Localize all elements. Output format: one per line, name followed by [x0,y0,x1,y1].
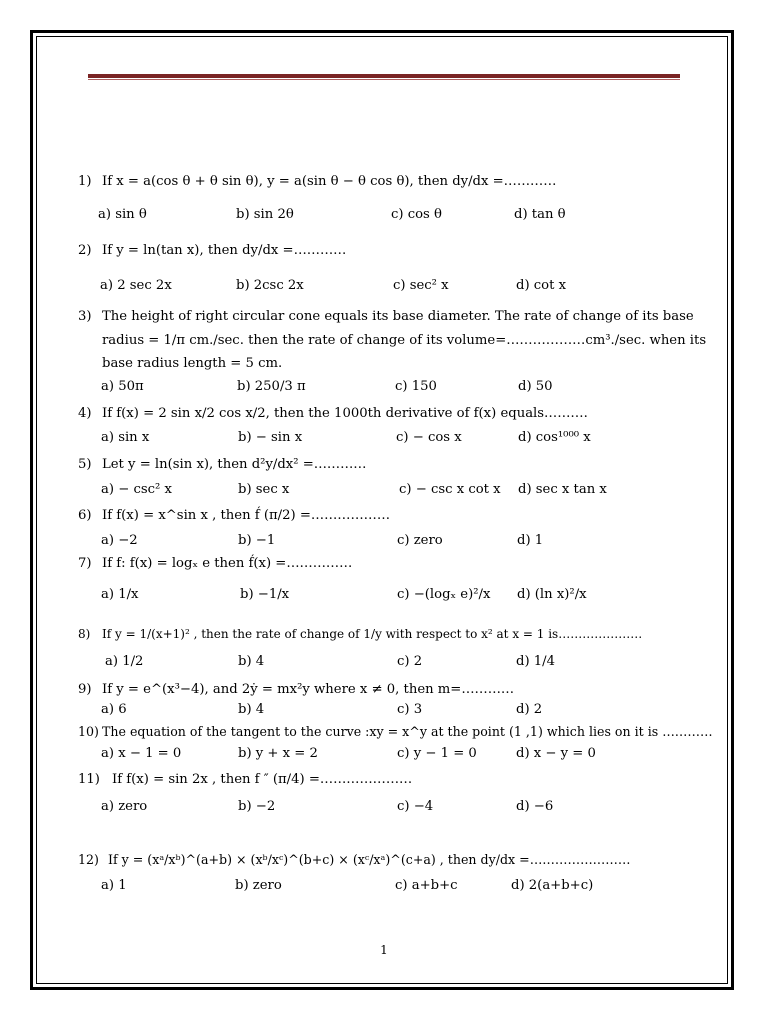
option-b[interactable]: b) −2 [238,799,276,814]
question-text: If x = a(cos θ + θ sin θ), y = a(sin θ − θ cos θ), then dy/dx =………… [102,174,557,189]
question-text: The equation of the tangent to the curve :xy = x^y at the point (1 ,1) which lies on it is ………… [102,724,713,739]
question-number: 5) [78,457,92,472]
option-a[interactable]: a) sin x [101,430,150,445]
option-a[interactable]: a) 6 [101,702,127,717]
option-b[interactable]: b) −1 [238,533,276,548]
option-d[interactable]: d) 2(a+b+c) [511,878,594,893]
question-4 [78,405,588,423]
question-12 [78,851,630,869]
question-6 [78,507,390,525]
question-3 [78,308,102,326]
question-2 [78,242,346,260]
option-c[interactable]: c) − csc x cot x [399,482,501,497]
option-a[interactable]: a) 2 sec 2x [100,278,172,293]
option-d[interactable]: d) 50 [518,379,553,394]
option-d[interactable]: d) cos¹⁰⁰⁰ x [518,430,591,445]
question-8 [78,625,642,643]
question-number: 11) [78,772,100,787]
option-b[interactable]: b) 4 [238,702,265,717]
question-text-line-1: The height of right circular cone equals its base diameter. The rate of change of its base [102,309,694,324]
option-d[interactable]: d) (ln x)²/x [517,587,587,602]
header-rule [88,74,680,78]
option-d[interactable]: d) sec x tan x [518,482,607,497]
question-number: 8) [78,627,91,641]
question-9 [78,681,514,699]
question-number: 2) [78,243,92,258]
question-number: 1) [78,174,92,189]
option-c[interactable]: c) y − 1 = 0 [397,746,477,761]
question-text: If f(x) = 2 sin x/2 cos x/2, then the 1000th derivative of f(x) equals………. [102,406,588,421]
question-number: 9) [78,682,92,697]
header-rule-thin [88,79,680,80]
page-number: 1 [380,943,388,957]
option-a[interactable]: a) zero [101,799,148,814]
option-c[interactable]: c) 150 [395,379,437,394]
question-5 [78,456,367,474]
option-d[interactable]: d) 1 [517,533,544,548]
option-b[interactable]: b) −1/x [240,587,290,602]
question-7 [78,555,352,573]
option-d[interactable]: d) 1/4 [516,654,556,669]
question-text: If y = 1/(x+1)² , then the rate of change of 1/y with respect to x² at x = 1 is………………… [102,627,643,641]
question-number: 3) [78,309,92,324]
question-number: 4) [78,406,92,421]
option-d[interactable]: d) 2 [516,702,543,717]
option-b[interactable]: b) sin 2θ [236,207,294,222]
question-number: 7) [78,556,92,571]
question-text: If f(x) = sin 2x , then f ″ (π/4) =………………… [112,772,413,787]
option-c[interactable]: c) − cos x [396,430,462,445]
option-c[interactable]: c) a+b+c [395,878,458,893]
question-1 [78,173,556,191]
question-text: If f: f(x) = logₓ e then f́(x) =…………… [102,556,353,571]
question-number: 6) [78,508,92,523]
option-a[interactable]: a) sin θ [98,207,147,222]
option-c[interactable]: c) 3 [397,702,423,717]
option-a[interactable]: a) 50π [101,379,144,394]
option-b[interactable]: b) y + x = 2 [238,746,318,761]
question-text-line-2: radius = 1/π cm./sec. then the rate of change of its volume=………………cm³./sec. when its [102,333,707,348]
option-d[interactable]: d) cot x [516,278,567,293]
option-d[interactable]: d) x − y = 0 [516,746,596,761]
option-a[interactable]: a) x − 1 = 0 [101,746,182,761]
option-c[interactable]: c) zero [397,533,443,548]
question-10 [78,723,713,741]
option-a[interactable]: a) 1 [101,878,127,893]
question-number: 12) [78,852,99,867]
option-a[interactable]: a) 1/x [101,587,139,602]
option-c[interactable]: c) cos θ [391,207,442,222]
option-b[interactable]: b) − sin x [238,430,303,445]
option-a[interactable]: a) 1/2 [105,654,144,669]
option-b[interactable]: b) 2csc 2x [236,278,304,293]
question-text: If y = e^(x³−4), and 2ẏ = mx²y where x ≠ 0, then m=………… [102,682,515,697]
option-c[interactable]: c) −4 [397,799,434,814]
question-text-line-3: base radius length = 5 cm. [102,356,283,371]
option-a[interactable]: a) − csc² x [101,482,172,497]
option-b[interactable]: b) sec x [238,482,290,497]
option-b[interactable]: b) 4 [238,654,265,669]
question-text: Let y = ln(sin x), then d²y/dx² =………… [102,457,367,472]
option-d[interactable]: d) tan θ [514,207,566,222]
question-number: 10) [78,724,99,739]
option-b[interactable]: b) zero [235,878,282,893]
question-text: If f(x) = x^sin x , then f́ (π/2) =……………… [102,508,391,523]
question-text: If y = (xᵃ/xᵇ)^(a+b) × (xᵇ/xᶜ)^(b+c) × (xᶜ/xᵃ)^(c+a) , then dy/dx =…………………… [108,852,631,867]
question-11 [78,771,412,789]
option-b[interactable]: b) 250/3 π [237,379,306,394]
option-c[interactable]: c) sec² x [393,278,449,293]
question-text: If y = ln(tan x), then dy/dx =………… [102,243,347,258]
option-a[interactable]: a) −2 [101,533,138,548]
option-d[interactable]: d) −6 [516,799,554,814]
option-c[interactable]: c) −(logₓ e)²/x [397,587,491,602]
option-c[interactable]: c) 2 [397,654,423,669]
